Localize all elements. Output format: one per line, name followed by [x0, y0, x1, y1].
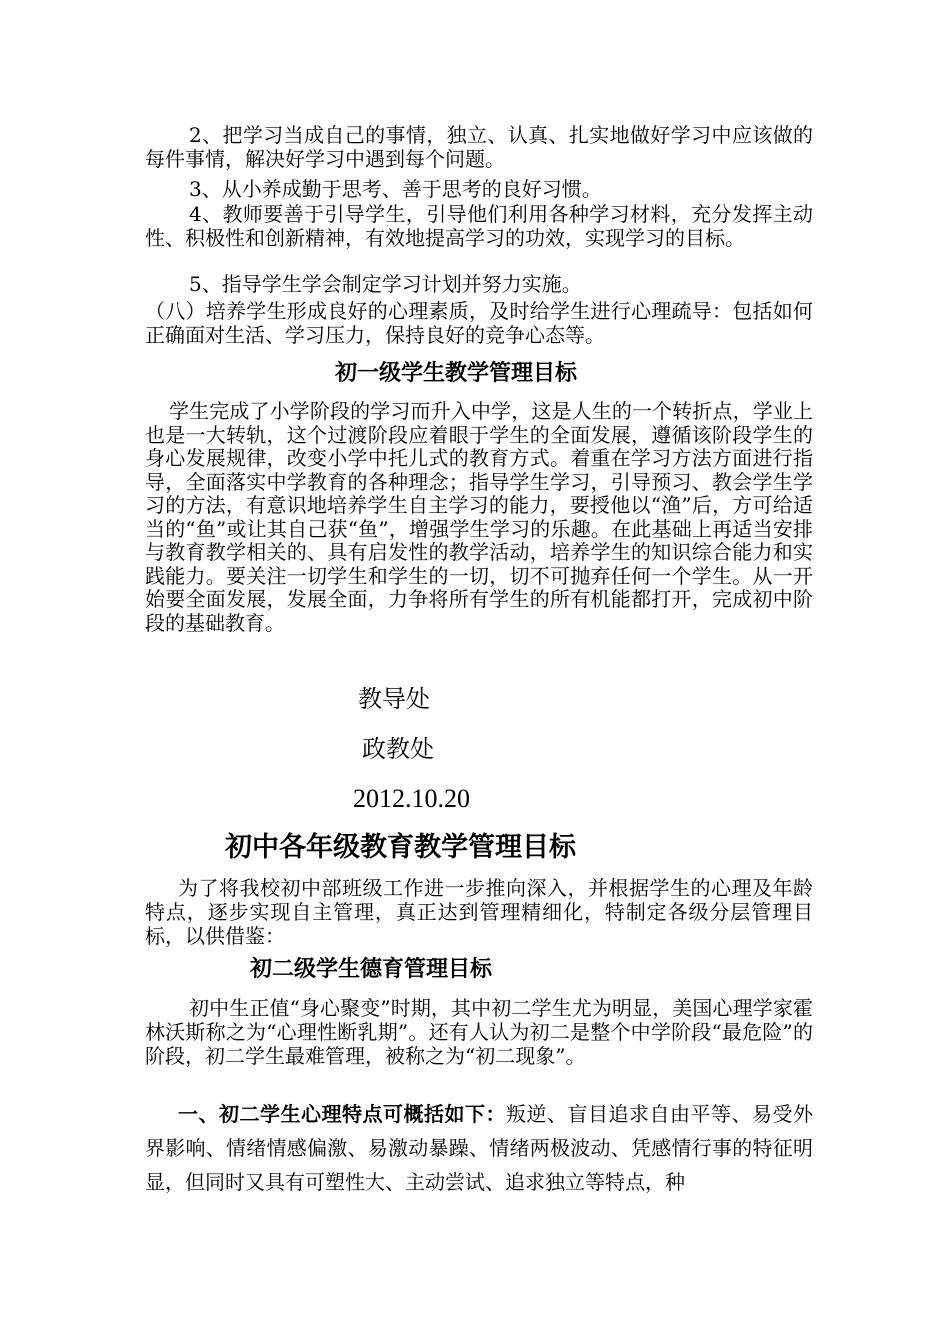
item-eight-paragraph: （八）培养学生形成良好的心理素质，及时给学生进行心理疏导：包括如何正确面对生活、学习压力，保持良好的竞争心态等。	[145, 299, 813, 347]
grade2-heading: 初二级学生德育管理目标	[250, 957, 493, 982]
grade1-body: 学生完成了小学阶段的学习而升入中学，这是人生的一个转折点，学业上也是一大转轨，这个过渡阶段应着眼于学生的全面发展，遵循该阶段学生的身心发展规律，改变小学中托儿式的教育方式。着重在学习方法方面进行指导，全面落实中学教育的各种理念；指导学生学习，引导预习、教会学生学习的方法，有意识地培养学生自主学习的能力，要授他以“渔”后，方可给适当的“鱼”或让其自己获“鱼”，增强学生学习的乐趣。在此基础上再适当安排与教育教学相关的、具有启发性的教学活动，培养学生的知识综合能力和实践能力。要关注一切学生和学生的一切，切不可抛弃任何一个学生。从一开始要全面发展，发展全面，力争将所有学生的所有机能都打开，完成初中阶段的基础教育。	[145, 399, 813, 635]
grade1-heading: 初一级学生教学管理目标	[335, 361, 578, 386]
grade2-body: 初中生正值“身心聚变”时期，其中初二学生尤为明显，美国心理学家霍林沃斯称之为“心理性断乳期”。还有人认为初二是整个中学阶段“最危险”的阶段，初二学生最难管理，被称之为“初二现象”。	[145, 996, 813, 1068]
point1-lead: 一、初二学生心理特点可概括如下：	[178, 1102, 506, 1126]
signature-date: 2012.10.20	[353, 784, 470, 813]
list-item-3: 3、从小养成勤于思考、善于思考的良好习惯。	[189, 177, 602, 201]
point1-text: 叛逆、盲目追求自由平等、易受外界影响、情绪情感偏激、易激动暴躁、情绪两极波动、凭感情行事的特征明显，但同时又具有可塑性大、主动尝试、追求独立等特点，种	[145, 1102, 813, 1194]
office-jiaodao: 教导处	[358, 685, 430, 713]
list-item-2: 2、把学习当成自己的事情，独立、认真、扎实地做好学习中应该做的每件事情，解决好学习中遇到每个问题。	[145, 123, 813, 171]
intro-paragraph: 为了将我校初中部班级工作进一步推向深入，并根据学生的心理及年龄特点，逐步实现自主管理，真正达到管理精细化，特制定各级分层管理目标，以供借鉴：	[145, 876, 813, 948]
grade2-point1	[145, 1097, 813, 1199]
list-item-4: 4、教师要善于引导学生，引导他们利用各种学习材料，充分发挥主动性、积极性和创新精神，有效地提高学习的功效，实现学习的目标。	[145, 202, 813, 250]
office-zhengjiao: 政教处	[362, 735, 434, 763]
list-item-5: 5、指导学生学会制定学习计划并努力实施。	[189, 272, 582, 296]
main-heading: 初中各年级教育教学管理目标	[225, 832, 576, 863]
